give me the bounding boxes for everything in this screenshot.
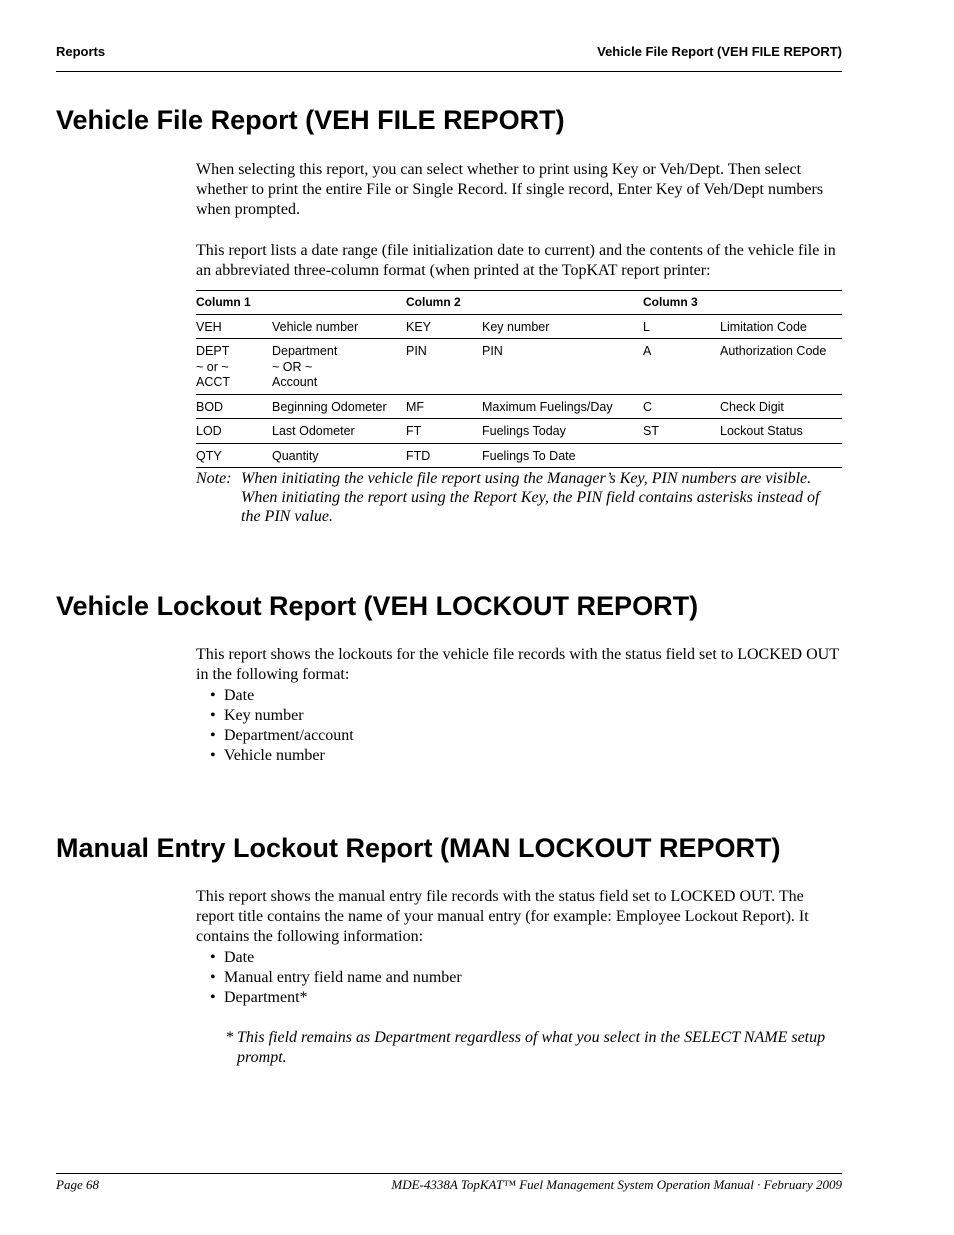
paragraph-veh-file-1: When selecting this report, you can select whether to print using Key or Veh/Dept. Then select whether to print the entire File or Single Record. If single record, Enter Key of Veh/Dept numbers when prompted. xyxy=(196,161,824,218)
note-label: Note: xyxy=(196,470,232,487)
table-row xyxy=(196,443,842,468)
list-item xyxy=(196,746,354,766)
list-item-text: Department* xyxy=(224,989,308,1006)
table-cell: Vehicle number xyxy=(272,314,406,339)
list-item-text: Key number xyxy=(224,707,304,724)
column-header: Column 1 xyxy=(196,291,406,315)
table-row xyxy=(196,419,842,444)
section-title-man-lockout: Manual Entry Lockout Report (MAN LOCKOUT REPORT) xyxy=(56,833,781,863)
table-cell: FT xyxy=(406,419,482,444)
table-cell: Fuelings Today xyxy=(482,419,643,444)
list-item xyxy=(196,948,462,968)
section-title-veh-file: Vehicle File Report (VEH FILE REPORT) xyxy=(56,105,565,135)
paragraph-man-lockout: This report shows the manual entry file records with the status field set to LOCKED OUT. The report title contains the name of your manual entry (for example: Employee Lockout Report). It contains the following information: xyxy=(196,888,809,945)
table-cell: PIN xyxy=(482,339,643,395)
bullet-icon: • xyxy=(210,747,216,764)
table-row xyxy=(196,314,842,339)
table-header-row xyxy=(196,291,842,315)
document-title: MDE-4338A TopKAT™ Fuel Management System Operation Manual · February 2009 xyxy=(391,1177,842,1192)
footer-divider xyxy=(56,1173,842,1174)
header-section: Reports xyxy=(56,44,106,59)
list-item xyxy=(196,988,462,1008)
table-cell: A xyxy=(643,339,720,395)
bullet-icon: • xyxy=(210,969,216,986)
table-row xyxy=(196,339,842,395)
table-cell: Last Odometer xyxy=(272,419,406,444)
table-cell: Key number xyxy=(482,314,643,339)
table-cell: C xyxy=(643,394,720,419)
footnote-text: This field remains as Department regardless of what you select in the SELECT NAME setup prompt. xyxy=(237,1029,826,1066)
page-number: Page 68 xyxy=(56,1177,99,1192)
running-header xyxy=(56,44,842,62)
table-cell: L xyxy=(643,314,720,339)
vehicle-file-table xyxy=(196,290,842,468)
table-cell: FTD xyxy=(406,443,482,468)
table-cell: Quantity xyxy=(272,443,406,468)
table-cell: PIN xyxy=(406,339,482,395)
column-header: Column 3 xyxy=(643,291,842,315)
table-cell: Maximum Fuelings/Day xyxy=(482,394,643,419)
table-cell: Check Digit xyxy=(720,394,842,419)
paragraph-veh-file-2: This report lists a date range (file initialization date to current) and the contents of the vehicle file in an abbreviated three-column format (when printed at the TopKAT report printer: xyxy=(196,242,836,279)
section-title-veh-lockout: Vehicle Lockout Report (VEH LOCKOUT REPORT) xyxy=(56,591,699,621)
veh-lockout-bullet-list xyxy=(196,686,354,766)
list-item xyxy=(196,968,462,988)
list-item-text: Date xyxy=(224,949,255,966)
list-item-text: Date xyxy=(224,687,255,704)
header-divider xyxy=(56,71,842,72)
table-cell xyxy=(720,443,842,468)
list-item-text: Manual entry field name and number xyxy=(224,969,462,986)
table-cell: KEY xyxy=(406,314,482,339)
table-cell: ST xyxy=(643,419,720,444)
table-cell: Limitation Code xyxy=(720,314,842,339)
table-cell: Lockout Status xyxy=(720,419,842,444)
bullet-icon: • xyxy=(210,707,216,724)
table-cell: DEPT ~ or ~ ACCT xyxy=(196,339,272,395)
table-cell: Authorization Code xyxy=(720,339,842,395)
table-cell: BOD xyxy=(196,394,272,419)
man-lockout-bullet-list xyxy=(196,948,462,1008)
table-cell: Beginning Odometer xyxy=(272,394,406,419)
note-text: When initiating the vehicle file report using the Manager’s Key, PIN numbers are visible. When initiating the report using the Report Key, the PIN field contains asterisks instead of the PIN value. xyxy=(241,470,820,525)
table-cell: Fuelings To Date xyxy=(482,443,643,468)
table-cell: QTY xyxy=(196,443,272,468)
list-item xyxy=(196,686,354,706)
table-cell: Department ~ OR ~ Account xyxy=(272,339,406,395)
table-cell: LOD xyxy=(196,419,272,444)
table-row xyxy=(196,394,842,419)
list-item-text: Vehicle number xyxy=(224,747,325,764)
bullet-icon: • xyxy=(210,989,216,1006)
list-item-text: Department/account xyxy=(224,727,354,744)
table-cell: VEH xyxy=(196,314,272,339)
list-item xyxy=(196,726,354,746)
header-topic: Vehicle File Report (VEH FILE REPORT) xyxy=(597,44,842,59)
list-item xyxy=(196,706,354,726)
paragraph-veh-lockout: This report shows the lockouts for the vehicle file records with the status field set to LOCKED OUT in the following format: xyxy=(196,646,839,683)
column-header: Column 2 xyxy=(406,291,643,315)
footnote xyxy=(226,1028,842,1068)
table-cell: MF xyxy=(406,394,482,419)
table-cell xyxy=(643,443,720,468)
footnote-marker: * xyxy=(226,1029,234,1046)
bullet-icon: • xyxy=(210,949,216,966)
bullet-icon: • xyxy=(210,727,216,744)
bullet-icon: • xyxy=(210,687,216,704)
